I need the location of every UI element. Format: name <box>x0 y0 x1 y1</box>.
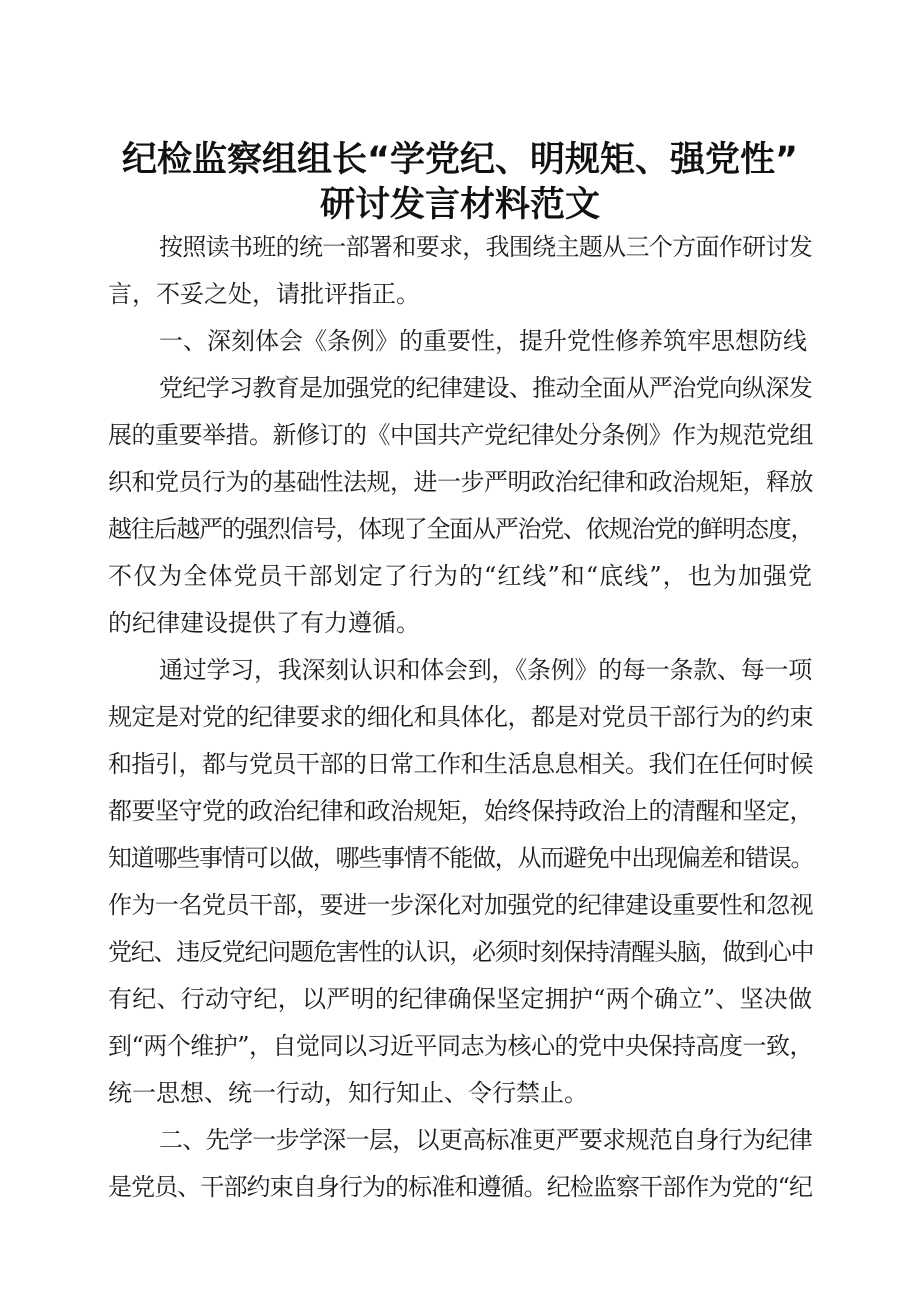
paragraph-line: 和指引，都与党员干部的日常工作和生活息息相关。我们在任何时候 <box>108 750 813 778</box>
paragraph-line: 统一思想、统一行动，知行知止、令行禁止。 <box>108 1079 588 1107</box>
section-heading-1: 一、深刻体会《条例》的重要性，提升党性修养筑牢思想防线 <box>159 327 807 355</box>
paragraph-line: 越往后越严的强烈信号，体现了全面从严治党、依规治党的鲜明态度， <box>108 515 814 543</box>
paragraph-line: 有纪、行动守纪，以严明的纪律确保坚定拥护“两个确立”、坚决做 <box>108 985 812 1013</box>
paragraph-line: 不仅为全体党员干部划定了行为的“红线”和“底线”，也为加强党 <box>108 562 812 590</box>
paragraph-line: 到“两个维护”，自觉同以习近平同志为核心的党中央保持高度一致， <box>108 1032 814 1060</box>
paragraph-line: 织和党员行为的基础性法规，进一步严明政治纪律和政治规矩，释放 <box>108 468 813 496</box>
paragraph-line: 都要坚守党的政治纪律和政治规矩，始终保持政治上的清醒和坚定， <box>108 797 813 825</box>
paragraph-line: 规定是对党的纪律要求的细化和具体化，都是对党员干部行为的约束 <box>108 703 813 731</box>
paragraph-line: 按照读书班的统一部署和要求，我围绕主题从三个方面作研讨发 <box>159 233 812 261</box>
document-title-line-1: 纪检监察组组长“学党纪、明规矩、强党性” <box>121 140 798 180</box>
section-heading-2: 二、先学一步学深一层，以更高标准更严要求规范自身行为纪律 <box>159 1126 812 1154</box>
paragraph-line: 通过学习，我深刻认识和体会到，《条例》的每一条款、每一项 <box>159 656 812 684</box>
paragraph-line: 知道哪些事情可以做，哪些事情不能做，从而避免中出现偏差和错误。 <box>108 844 814 872</box>
paragraph-line: 党纪学习教育是加强党的纪律建设、推动全面从严治党向纵深发 <box>159 374 812 402</box>
paragraph-line: 的纪律建设提供了有力遵循。 <box>108 609 420 637</box>
paragraph-line: 展的重要举措。新修订的《中国共产党纪律处分条例》作为规范党组 <box>108 421 813 449</box>
paragraph-line: 党纪、违反党纪问题危害性的认识，必须时刻保持清醒头脑，做到心中 <box>108 938 814 966</box>
paragraph-line: 作为一名党员干部，要进一步深化对加强党的纪律建设重要性和忽视 <box>108 891 813 919</box>
paragraph-line: 言，不妥之处，请批评指正。 <box>108 280 420 308</box>
document-title-line-2: 研讨发言材料范文 <box>319 185 600 225</box>
paragraph-line: 是党员、干部约束自身行为的标准和遵循。纪检监察干部作为党的“纪 <box>108 1173 812 1201</box>
